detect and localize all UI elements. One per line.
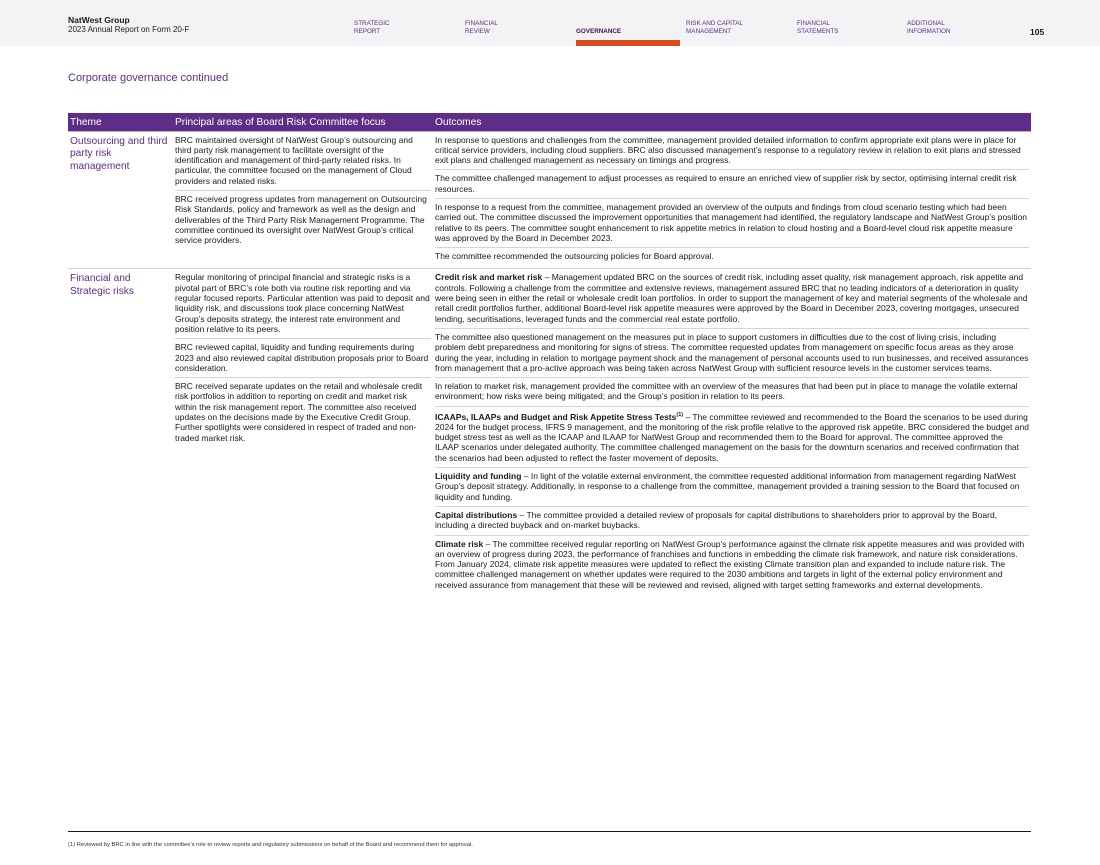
- page-number: 105: [1030, 27, 1045, 37]
- outcome-paragraph: [435, 406, 1029, 463]
- table-row: [68, 131, 1031, 269]
- outcomes-cell: [433, 131, 1031, 269]
- footnote: (1) Reviewed by BRC in line with the committee’s role to review reports and regulatory submissions on behalf of the Board and recommend them for approval.: [68, 842, 473, 848]
- outcome-text: – Management updated BRC on the sources of credit risk, including asset quality, risk management approach, risk appetite and controls. Following a challenge from the committee and extensive reviews, management assured BRC that no leading indicators of a deterioration in quality were being seen in either the retail or wholesale credit loan portfolios. In order to support the management of key and material segments of the wholesale and retail credit portfolios further, additional Board-level risk appetite measures were approved by the Board in December 2023, covering mortgages, unsecured lending, securitisations, leveraged funds and the commercial real estate portfolio.: [435, 272, 1028, 324]
- header-outcomes: Outcomes: [433, 113, 1031, 131]
- focus-paragraph: BRC reviewed capital, liquidity and funding requirements during 2023 and also reviewed capital distribution proposals prior to Board consideration.: [175, 338, 431, 373]
- outcome-lead: Capital distributions: [435, 509, 518, 520]
- focus-paragraph: BRC received separate updates on the retail and wholesale credit risk portfolios in addition to reporting on credit and market risk within the risk management report. The committee also received updates on the decisions made by the Executive Credit Group. Further spotlights were considered in respect of traded and non-traded market risk.: [175, 377, 431, 443]
- brand: [68, 15, 189, 35]
- focus-paragraph: BRC maintained oversight of NatWest Group’s outsourcing and third party risk management to facilitate oversight of the identification and management of third-party related risks. In particular, the committee focused on the management of Cloud providers and related risks.: [175, 134, 413, 186]
- nav-strategic-report[interactable]: STRATEGIC REPORT: [354, 20, 390, 35]
- nav-financial-review[interactable]: FINANCIAL REVIEW: [465, 20, 498, 35]
- outcome-lead: Liquidity and funding: [435, 471, 522, 482]
- outcome-lead: Climate risk: [435, 538, 484, 549]
- outcome-paragraph: In relation to market risk, management provided the committee with an overview of the measures that had been put in place to manage the volatile external environment; how risks were being mitigated; and the Group’s position in relation to its peers.: [435, 377, 1029, 402]
- outcome-paragraph: The committee recommended the outsourcing policies for Board approval.: [435, 247, 1029, 261]
- brc-focus-table: [68, 113, 1031, 597]
- outcome-paragraph: [435, 272, 1029, 323]
- outcome-paragraph: In response to a request from the committee, management provided an overview of the outputs and findings from cloud scenario testing which had been carried out. The committee discussed the improvement opportunities that management had identified, the regulatory landscape and NatWest Group’s position relative to its peers. The committee sought enhancement to risk appetite metrics in relation to cloud hosting and a Board-level cloud risk appetite measure was approved by the Board in December 2023.: [435, 198, 1029, 243]
- outcome-paragraph: The committee challenged management to adjust processes as required to ensure an enriched view of supplier risk by sector, optimising internal credit risk resources.: [435, 169, 1029, 194]
- header-theme: Theme: [68, 113, 173, 131]
- table-row: [68, 269, 1031, 597]
- theme-cell: Financial and Strategic risks: [68, 269, 173, 597]
- outcome-text: – The committee provided a detailed review of proposals for capital distributions to shareholders prior to approval by the Board, including a directed buyback and on-market buybacks.: [435, 509, 998, 531]
- report-title: 2023 Annual Report on Form 20-F: [68, 25, 190, 34]
- nav-financial-statements[interactable]: FINANCIAL STATEMENTS: [797, 20, 839, 35]
- table-header-row: [68, 113, 1031, 131]
- nav-risk-capital-management[interactable]: RISK AND CAPITAL MANAGEMENT: [686, 20, 743, 35]
- outcome-text: – The committee received regular reporting on NatWest Group’s performance against the climate risk appetite measures and was provided with an overview of progress during 2023, the performance of franchises and functions in embedding the climate risk framework, and nature risk considerations. From January 2024, climate risk appetite measures were updated to reflect the existing Climate transition plan and expanded to include nature risk. The committee challenged management on whether updates were required to the 2030 ambitions and targets in light of the external policy environment and received assurance from management that these will be reviewed and revised, aligned with target setting frameworks and external developments.: [435, 538, 1025, 590]
- page-header: [0, 0, 1100, 46]
- outcome-paragraph: [435, 506, 1029, 531]
- focus-cell: [173, 269, 433, 597]
- header-focus: Principal areas of Board Risk Committee focus: [173, 113, 433, 131]
- nav-additional-information[interactable]: ADDITIONAL INFORMATION: [907, 20, 951, 35]
- outcome-paragraph: The committee also questioned management on the measures put in place to support customers in difficulties due to the cost of living crisis, including problem debt preparedness and monitoring for signs of stress. The committee requested updates from management on specific focus areas as they arose during the year, including in relation to mortgage payment shock and the management of personal accounts used to run businesses, and received assurances from management that a pro-active approach was being taken across NatWest Group with sufficient resource levels in the customer services teams.: [435, 328, 1029, 373]
- footnote-divider: [68, 831, 1031, 832]
- focus-paragraph: Regular monitoring of principal financial and strategic risks is a pivotal part of BRC’s role both via routine risk reporting and via regular focused reports. Particular attention was paid to deposit and liquidity risk, and discussions took place concerning NatWest Group’s deposits strategy, the interest rate environment and position relative to its peers.: [175, 272, 430, 334]
- outcome-text: – The committee reviewed and recommended to the Board the scenarios to be used during 2024 for the budget process, IFRS 9 management, and the monitoring of the risk profile relative to the approved risk appetite. BRC considered the budget and budget stress test as well as the ICAAP and ILAAP for NatWest Group and recommended them to the Board for approval. The committee approved the ILAAP scenarios under delegated authority. The committee challenged management on the basis for the downturn scenarios and received confirmation that the scenarios had been adjusted to reflect the faster movement of deposits.: [435, 411, 1029, 463]
- focus-cell: [173, 131, 433, 269]
- focus-paragraph: BRC received progress updates from management on Outsourcing Risk Standards, policy and framework as well as the design and deliverables of the Third Party Risk Management Programme. The committee continued its oversight over NatWest Group’s critical service providers.: [175, 190, 431, 245]
- outcome-paragraph: In response to questions and challenges from the committee, management provided detailed information to confirm appropriate exit plans were in place for critical service providers, including cloud suppliers. BRC also discussed management’s response to a regulatory review in relation to exit plans and stressed exit plans and challenged management as necessary on timings and progress.: [435, 134, 1021, 166]
- nav-governance[interactable]: GOVERNANCE: [576, 28, 622, 35]
- nav-active-indicator: [576, 40, 680, 46]
- outcome-text: – In light of the volatile external environment, the committee requested additional information from management regarding NatWest Group’s deposit strategy. Additionally, in response to a challenge from the committee, management provided a training session to the Board that focused on liquidity and funding.: [435, 471, 1020, 502]
- footnote-ref[interactable]: (1): [676, 411, 684, 418]
- outcome-lead: ICAAPs, ILAAPs and Budget and Risk Appetite Stress Tests: [435, 411, 677, 422]
- outcomes-cell: [433, 269, 1031, 597]
- outcome-paragraph: [435, 467, 1029, 502]
- theme-cell: Outsourcing and third party risk management: [68, 131, 173, 269]
- outcome-paragraph: [435, 535, 1029, 590]
- brand-name: NatWest Group: [68, 15, 130, 25]
- outcome-lead: Credit risk and market risk: [435, 272, 543, 283]
- section-title: Corporate governance continued: [68, 72, 229, 84]
